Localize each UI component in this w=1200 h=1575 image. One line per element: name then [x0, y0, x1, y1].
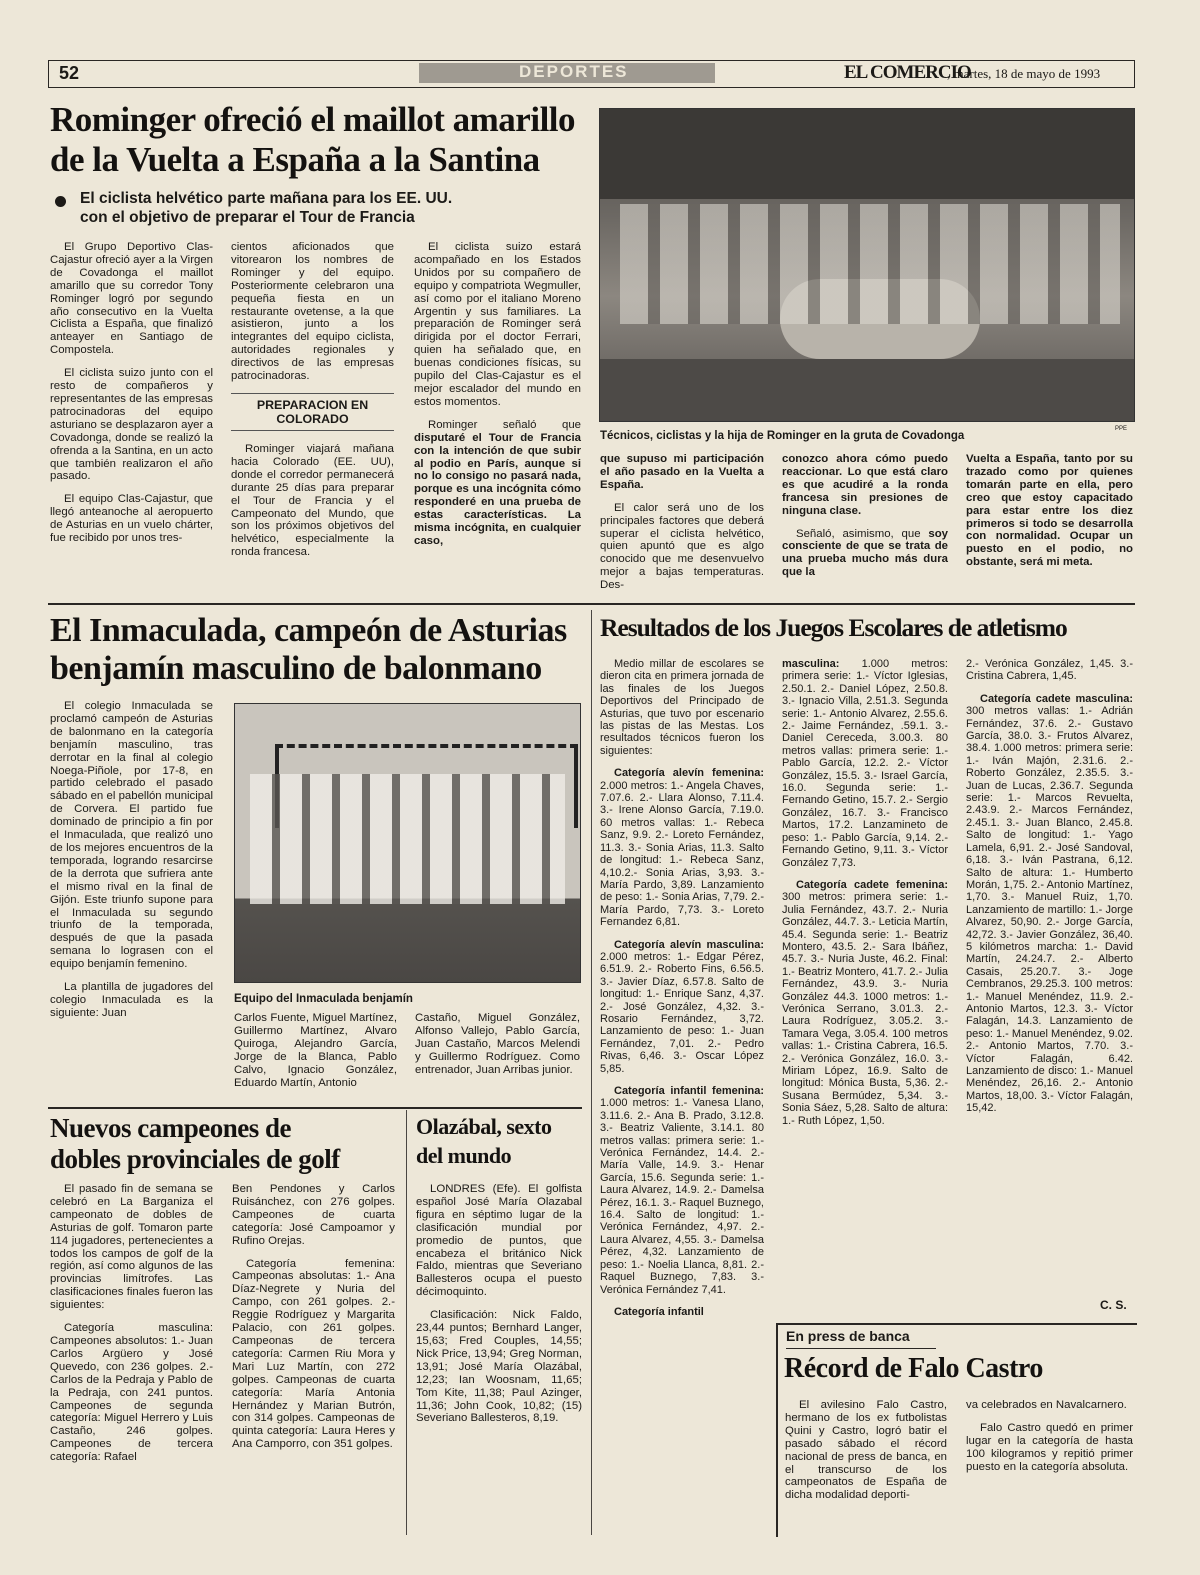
divider-vertical-mid	[591, 610, 592, 1535]
atletismo-cadete-fem-results: 300 metros: primera serie: 1.- Julia Fernández, 43.7. 2.- Nuria González, 44.7. 3.- Leticia Martín, 45.4. Segunda serie: 1.- Beatriz Montero, 43.5. 2.- Sara Ibáñez, 45.7. 3.- Nuria Juste, 46.2. Final: 1.- Beatriz Montero, 41.7. 2.- Julia Fernández, 43.9. 3.- Nuria González 44.3. 1000 metros: 1.- Verónica Serrano, 3.01.3. 2.- Laura Rodríguez, 3.05.2. 3.- Tamara Vega, 3.05.4. 100 metros vallas: 1.- Cristina Cabrera, 16.5. 2.- Verónica González, 16.0. 3.- Miriam López, 16.9. Salto de longitud: Mónica Busta, 5,36. 2.- Susana Bermúdez, 5,34. 3.- Sonia Sáez, 5,28. Salto de altura: 1.- Ruth López, 1,50.	[782, 891, 948, 1127]
newspaper-name: EL COMERCIO	[844, 62, 971, 83]
olazabal-headline	[416, 1113, 586, 1170]
rominger-col-1	[50, 241, 213, 555]
rominger-headline-line2: de la Vuelta a España a la Santina	[50, 139, 540, 179]
atletismo-cat-cadete-masc: Categoría cadete masculina:	[980, 692, 1133, 705]
inmaculada-p2: La plantilla de jugadores del colegio Inmaculada es la siguiente: Juan	[50, 981, 213, 1019]
olazabal-col	[416, 1183, 582, 1435]
golf-col-2	[232, 1183, 395, 1461]
rominger-c5-p2	[782, 528, 948, 580]
rominger-c3-p1: El ciclista suizo estará acompañado en los Estados Unidos por su compañero de equipo y compatriota Wegmuller, así como por el italiano Moreno Argentin y sus familiares. La preparación de Rominger será dirigida por el doctor Ferrari, quien ha señalado que, en buenas condiciones físicas, su pupilo del Clas-Cajastur es el mejor escalador del mundo en estos momentos.	[414, 241, 581, 408]
atletismo-c2-block1	[782, 658, 948, 869]
rominger-c1-p2: El ciclista suizo junto con el resto de compañeros y representantes de las empresas patrocinadoras del equipo asturiano se desplazaron ayer a Covadonga, donde se realizó la ofrenda a la Santina, en un acto que también realizaron el año pasado.	[50, 367, 213, 483]
rominger-c4-p1: que supuso mi participación el año pasado en la Vuelta a España.	[600, 453, 764, 491]
issue-date: , martes, 18 de mayo de 1993	[947, 66, 1101, 81]
falo-kicker-rule	[786, 1348, 936, 1349]
atletismo-c1-block2	[600, 939, 764, 1075]
section-title: DEPORTES	[519, 62, 629, 81]
atletismo-infantil-masc-results: 1.000 metros: primera serie: 1.- Víctor Iglesias, 2.50.1. 2.- Daniel López, 2.50.8. 3.- Ignacio Villa, 2.51.3. Segunda serie: 1.- Antonio Alvarez, 2.55.6. 2.- Jaime Fernández, .59.1. 3.- Daniel Cereceda, 3.00.3. 80 metros vallas: primera serie: 1.- Pablo García, 12.2. 2.- Víctor González, 15.5. 3.- Israel García, 16.0. Segunda serie: 1.- Fernando Getino, 15.7. 2.- Sergio González, 16.7. 3.- Francisco Martos, 17.2. Lanzamineto de peso: 1.- Pablo García, 9,14. 2.- Fernando Getino, 9,11. 3.- Víctor González 7,73.	[782, 658, 948, 869]
divider-vertical-golf	[406, 1110, 407, 1535]
inmaculada-names-1	[234, 1012, 397, 1099]
atletismo-signature: C. S.	[1100, 1298, 1127, 1312]
olazabal-headline-line2: del mundo	[416, 1142, 512, 1168]
group-shape	[620, 204, 1120, 324]
rominger-deck-line1: El ciclista helvético parte mañana para los EE. UU.	[80, 190, 453, 207]
atletismo-col-1	[600, 658, 764, 1328]
atletismo-cat-infantil-fem: Categoría infantil femenina:	[614, 1085, 764, 1097]
olazabal-headline-line1: Olazábal, sexto	[416, 1114, 552, 1139]
rominger-c3-p2-quote: disputaré el Tour de Francia con la intención de que subir al podio en París, aunque si no lo consigo no pasará nada, porque es una incógnita cómo responderé en una prueba de estas características. La misma incógnita, en cualquier caso,	[414, 431, 581, 547]
atletismo-c3-block2	[966, 693, 1133, 1115]
atletismo-infantil-fem-results: 1.000 metros: 1.- Vanesa Llano, 3.11.6. 2.- Ana B. Prado, 3.12.8. 3.- Beatriz Valiente, 3.14.1. 80 metros vallas: primera serie: 1.- Verónica Fernández, 14.4. 2.- María Valle, 14.9. 3.- Henar García, 15.6. Segunda serie: 1.- Laura Alvarez, 14.9. 2.- Damelsa Pérez, 16.1. 3.- Raquel Buznego, 16.4. Salto de longitud: 1.-Verónica Fernández, 4,97. 2.- Laura Alvarez, 4,55. 3.- Damelsa Pérez, 4,32. Lanzamiento de peso: 1.- Noelia Llanca, 8,81. 2.- Raquel Buznego, 7,83. 3.- Verónica Fernández 7,41.	[600, 1097, 764, 1296]
rominger-c5-p1: conozco ahora cómo puedo reaccionar. Lo que está claro es que acudiré a la ronda francesa sin presiones de ninguna clase.	[782, 453, 948, 517]
falo-c2-p1: va celebrados en Navalcarnero.	[966, 1399, 1127, 1411]
inmaculada-headline-line1: El Inmaculada, campeón de Asturias	[50, 612, 567, 649]
inmaculada-names-1-text: Carlos Fuente, Miguel Martínez, Guillermo Martínez, Alvaro Quiroga, Alejandro García, Jorge de la Blanca, Pablo Calvo, Ignacio González, Eduardo Martín, Antonio	[234, 1012, 397, 1089]
golf-c2-p2: Categoría femenina: Campeonas absolutas: 1.- Ana Díaz-Negrete y Nuria del Campo, con 261 golpes. 2.- Reggie Rodríguez y Margarita Palacio, con 261 golpes. Campeonas de tercera categoría: Carmen Riu Mora y Mari Luz Martín, con 272 golpes. Campeonas de cuarta categoría: María Antonia Hernández y Marian Butrón, con 314 golpes. Campeonas de quinta categoría: Laura Heres y Ana Camporro, con 351 golpes.	[232, 1257, 395, 1451]
rominger-c3-p2-plain: Rominger señaló que	[428, 418, 581, 431]
atletismo-cat-alevin-masc: Categoría alevín masculina:	[614, 938, 764, 951]
olazabal-p1: LONDRES (Efe). El golfista español José María Olazabal figura en séptimo lugar de la clasificación mundial por promedio de puntos, que encabeza el británico Nick Faldo, mientras que Severiano Ballesteros ocupa el puesto décimoquinto.	[416, 1183, 582, 1299]
rominger-c3-p2	[414, 419, 581, 548]
golf-col-1	[50, 1183, 213, 1474]
atletismo-alevin-masc-results: 2.000 metros: 1.- Edgar Pérez, 6.51.9. 2.- Roberto Fins, 6.56.5. 3.- Javier Díaz, 6.57.8. Salto de longitud: 1.- Enrique Sanz, 4,37. 2.- José González, 4,32. 3.- Rosario Fernández, 3,72. Lanzamiento de peso: 1.- Juan Fernández, 7,01. 2.- Pedro Rivas, 6,46. 3.- Oscar López 5,85.	[600, 950, 764, 1075]
rominger-col-5	[782, 453, 948, 589]
atletismo-alevin-fem-results: 2.000 metros: 1.- Angela Chaves, 7.07.6. 2.- Llara Alonso, 7.11.4. 3.- Irene Alonso García, 7.19.0. 60 metros vallas: 1.- Rebeca Sanz, 9.9. 2.- Loreto Fernández, 11.3. 3.- Sonia Arias, 11.3. Salto de longitud: 1.- Rebeca Sanz, 4,10.2.- Sonia Arias, 3,93. 3.- María Pardo, 3,89. Lanzamiento de peso: 1.- Sonia Arias, 7,79. 2.- María Pardo, 7,73. 3.- Loreto Fernandez 6,81.	[600, 779, 764, 929]
grotto-shadow	[600, 109, 1134, 199]
divider-top	[48, 603, 1135, 605]
inmaculada-photo	[234, 703, 581, 983]
rominger-c1-p3: El equipo Clas-Cajastur, que llegó anteanoche al aeropuerto de Asturias en un vuelo chárter, fue recibido por unos tres-	[50, 493, 213, 545]
atletismo-intro: Medio millar de escolares se dieron cita en primera jornada de las finales de los Juegos Deportivos del Principado de Asturias, que tuvo por escenario las pistas de las Mestas. Los resultados técnicos fueron los siguientes:	[600, 658, 764, 757]
falo-col-2	[966, 1399, 1133, 1484]
falo-col-1	[785, 1399, 947, 1512]
rominger-c5-p2-plain: Señaló, asimismo, que	[796, 527, 929, 540]
rominger-c5-p2-quote: soy consciente de que se trata de una prueba mucho más dura que la	[782, 527, 948, 579]
floor-shape	[600, 359, 1134, 421]
rominger-c1-p1: El Grupo Deportivo Clas-Cajastur ofreció ayer a la Virgen de Covadonga el maillot amarillo que su corredor Tony Rominger logró por segundo año consecutivo en la Vuelta Ciclista a España, que finalizó anteayer en Santiago de Compostela.	[50, 241, 213, 357]
page-number: 52	[59, 63, 80, 83]
rominger-col-2	[231, 241, 394, 569]
rominger-headline	[50, 100, 590, 179]
golf-c1-p2: Categoría masculina: Campeones absolutos: 1.- Juan Carlos Argüero y José Quevedo, con 236 golpes. 2.- Carlos de la Pedraja y Pablo de la Pedraja, con 241 puntos. Campeones de segunda categoría: Miguel Herrero y Luis Castaño, 246 golpes. Campeones de tercera categoría: Rafael	[50, 1322, 213, 1464]
inmaculada-names-2	[415, 1012, 580, 1087]
falo-c1-p1: El avilesino Falo Castro, hermano de los ex futbolistas Quini y Castro, logró batir el pasado sábado el récord nacional de press de banca, en el transcurso de los campeonatos de España de dicha modalidad deporti-	[785, 1399, 947, 1502]
olazabal-p2: Clasificación: Nick Faldo, 23,44 puntos; Bernhard Langer, 15,63; Fred Couples, 14,55; Nick Price, 13,94; Greg Norman, 13,91; José María Olazábal, 12,23; Ian Woosnam, 11,65; Tom Kite, 11,38; Paul Azinger, 11,36; John Cook, 10,82; (15) Severiano Ballesteros, 8,19.	[416, 1309, 582, 1425]
falo-headline: Récord de Falo Castro	[784, 1353, 1043, 1384]
atletismo-cat-infantil-masc: masculina:	[782, 658, 840, 670]
rominger-photo-caption: Técnicos, ciclistas y la hija de Rominger en la gruta de Covadonga	[600, 430, 965, 442]
falo-c2-p2: Falo Castro quedó en primer lugar en la categoría de hasta 100 kilogramos y repitió primer puesto en la categoría absoluta.	[966, 1421, 1133, 1473]
rominger-c6-p1: Vuelta a España, tanto por su trazado como por quienes tomarán parte en ella, pero creo que estoy capacitado para estar entre los diez primeros si todo se desarrolla con normalidad. Ocupar un puesto en el podio, no obstante, será mi meta.	[966, 453, 1133, 569]
atletismo-cat-infantil: Categoría infantil	[614, 1305, 704, 1318]
rominger-photo	[599, 108, 1135, 422]
rominger-subhead: PREPARACION EN COLORADO	[231, 393, 394, 431]
atletismo-headline: Resultados de los Juegos Escolares de atletismo	[600, 613, 1067, 642]
rominger-c2-p2: Rominger viajará mañana hacia Colorado (EE. UU), donde el corredor permanecerá durante 25 días para preparar el Tour de Francia y el Campeonato del Mundo, que son los próximos objetivos del helvético, especialmente la ronda francesa.	[231, 442, 394, 559]
divider-golf	[48, 1107, 582, 1109]
atletismo-c1-block1	[600, 767, 764, 928]
golf-headline-line1: Nuevos campeones de	[50, 1113, 291, 1143]
atletismo-c2-block2	[782, 879, 948, 1127]
golf-headline-line2: dobles provinciales de golf	[50, 1143, 340, 1174]
page-header	[48, 60, 1135, 88]
rominger-headline-line1: Rominger ofreció el maillot amarillo	[50, 100, 576, 139]
rominger-col-6	[966, 453, 1133, 579]
inmaculada-names-2-text: Castaño, Miguel González, Alfonso Vallejo, Pablo García, Juan Castaño, Marcos Melendi y Guillermo Rodríguez. Como entrenador, Juan Arribas junior.	[415, 1012, 580, 1076]
rominger-col-3	[414, 241, 581, 558]
atletismo-col-2	[782, 658, 948, 1137]
inmaculada-p1: El colegio Inmaculada se proclamó campeón de Asturias de balonmano en la categoría benjamín masculino, tras derrotar en la final al colegio Noega-Piñole, por 17-8, en partido celebrado el pasado sábado en el pabellón municipal de Corvera. El partido fue dominado de principio a fin por el Inmaculada, que realizó uno de los mejores encuentros de la temporada, logrando resarcirse de la derrota que sufriera ante el mismo rival en la final de Gijón. Este triunfo supone para el Inmaculada su segundo triunfo de la temporada, después de que la pasada semana lo lograsen con el equipo benjamín femenino.	[50, 700, 213, 971]
team-shape	[250, 774, 565, 904]
atletismo-cat-alevin-fem: Categoría alevín femenina:	[614, 767, 764, 780]
inmaculada-headline-line2: benjamín masculino de balonmano	[50, 650, 542, 688]
falo-kicker: En press de banca	[786, 1328, 910, 1344]
rominger-c4-p2: El calor será uno de los principales factores que deberá superar el ciclista helvético, quien apuntó que es algo conocido que me desenvuelvo mejor a bajas temperaturas. Des-	[600, 501, 764, 592]
rominger-col-4	[600, 453, 764, 602]
atletismo-c1-block3	[600, 1085, 764, 1296]
bullet-icon	[55, 196, 66, 207]
golf-c1-p1: El pasado fin de semana se celebró en La Barganiza el campeonato de dobles de Asturias de golf. Tomaron parte 114 jugadores, pertenecientes a todos los campos de golf de la región, así como algunos de las provincias limítrofes. Las clasificaciones finales fueron las siguientes:	[50, 1183, 213, 1312]
inmaculada-photo-caption: Equipo del Inmaculada benjamín	[234, 993, 413, 1005]
rominger-photo-credit: PPE	[1115, 426, 1128, 432]
rominger-deck-line2: con el objetivo de preparar el Tour de Francia	[80, 209, 415, 226]
inmaculada-headline	[50, 612, 585, 689]
atletismo-cat-cadete-fem: Categoría cadete femenina:	[796, 878, 948, 891]
atletismo-col-3	[966, 658, 1133, 1125]
rominger-deck	[80, 189, 600, 227]
atletismo-c3-block1: 2.- Verónica González, 1,45. 3.- Cristina Cabrera, 1,45.	[966, 658, 1133, 683]
atletismo-cadete-masc-results: 300 metros vallas: 1.- Adrián Fernández, 37.6. 2.- Gustavo García, 38.0. 3.- Frutos Alvarez, 38.4. 1.000 metros: primera serie: 1.- Iván Majón, 2.31.6. 2.- Roberto González, 2.35.5. 3.- Juan de Lucas, 2.36.7. Segunda serie: 1.- Marcos Revuelta, 2.43.9. 2.- Marcos Fernández, 2.45.1. 3.- Juan Blanco, 2.45.8. Salto de longitud: 1.- Yago Lamela, 6,91. 2.- José Sandoval, 6,18. 3.- Iván Pastrana, 6,12. Salto de altura: 1.- Humberto Morán, 1,75. 2.- Antonio Martínez, 1,70. 3.- Manuel Ruiz, 1,70. Lanzamiento de martillo: 1.- Jorge Alvarez, 50,90. 2.- Jorge García, 42,72. 3.- Javier González, 36,40. 5 kilómetros marcha: 1.- David Martín, 24.24.7. 2.- Alberto Casais, 25.20.7. 3.- Joge Cembranos, 29.25.3. 100 metros: 1.- Manuel Menéndez, 11.9. 2.- Antonio Martos, 12.3. 3.- Víctor Falagán, 14.3. Lanzamiento de peso: 1.- Manuel Menéndez, 9.02. 2.- Antonio Martos, 7.70. 3.- Víctor Falagán, 6.42. Lanzamiento de disco: 1.- Manuel Menéndez, 26,16. 2.- Antonio Martos, 18,00. 3.- Víctor Falagán, 15,42.	[966, 705, 1133, 1115]
golf-c2-p1: Ben Pendones y Carlos Ruisánchez, con 276 golpes. Campeones de cuarta categoría: José Campoamor y Rufino Orejas.	[232, 1183, 395, 1247]
inmaculada-col-left	[50, 700, 213, 1030]
golf-headline	[50, 1113, 400, 1174]
rominger-c2-p1: cientos aficionados que vitorearon los nombres de Rominger y del equipo. Posteriormente celebraron una pequeña fiesta en un restaurante ovetense, a la que asistieron, junto a los integrantes del equipo ciclista, autoridades regionales y directivos de las empresas patrocinadoras.	[231, 241, 394, 383]
